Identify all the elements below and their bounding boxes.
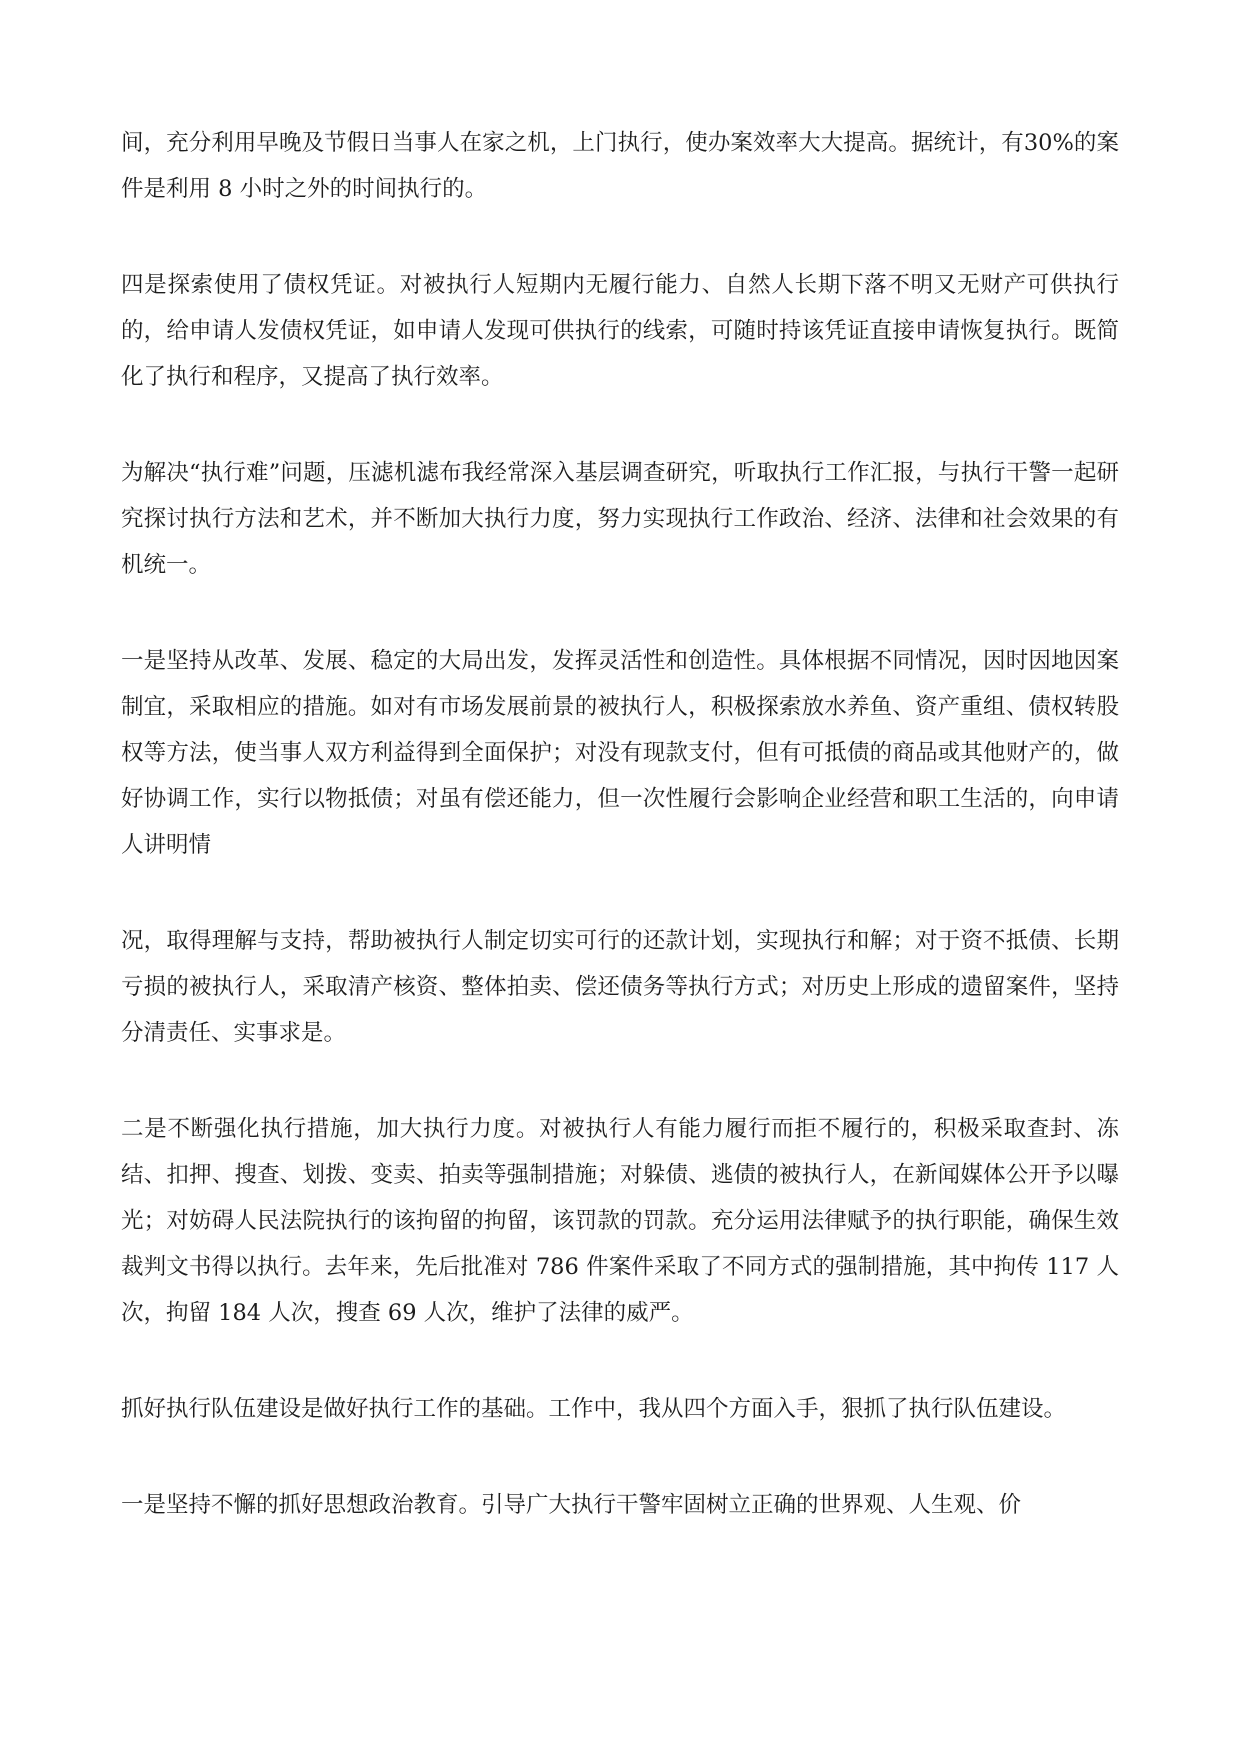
paragraph-3: 为解决“执行难”问题，压滤机滤布我经常深入基层调查研究，听取执行工作汇报，与执行干警一起研究探讨执行方法和艺术，并不断加大执行力度，努力实现执行工作政治、经济、法律和社会效果的有机统一。: [121, 460, 1119, 578]
paragraph-2: 四是探索使用了债权凭证。对被执行人短期内无履行能力、自然人长期下落不明又无财产可供执行的，给申请人发债权凭证，如申请人发现可供执行的线索，可随时持该凭证直接申请恢复执行。既简化了执行和程序，又提高了执行效率。: [121, 272, 1119, 390]
paragraph-4: 一是坚持从改革、发展、稳定的大局出发，发挥灵活性和创造性。具体根据不同情况，因时因地因案制宜，采取相应的措施。如对有市场发展前景的被执行人，积极探索放水养鱼、资产重组、债权转股权等方法，使当事人双方利益得到全面保护；对没有现款支付，但有可抵债的商品或其他财产的，做好协调工作，实行以物抵债；对虽有偿还能力，但一次性履行会影响企业经营和职工生活的，向申请人讲明情: [121, 648, 1119, 858]
paragraph-5: 况，取得理解与支持，帮助被执行人制定切实可行的还款计划，实现执行和解；对于资不抵债、长期亏损的被执行人，采取清产核资、整体拍卖、偿还债务等执行方式；对历史上形成的遗留案件，坚持分清责任、实事求是。: [121, 928, 1119, 1046]
paragraph-1: 间，充分利用早晚及节假日当事人在家之机，上门执行，使办案效率大大提高。据统计，有30%的案件是利用 8 小时之外的时间执行的。: [121, 130, 1119, 202]
paragraph-7: 抓好执行队伍建设是做好执行工作的基础。工作中，我从四个方面入手，狠抓了执行队伍建设。: [121, 1396, 1067, 1422]
paragraph-6: 二是不断强化执行措施，加大执行力度。对被执行人有能力履行而拒不履行的，积极采取查封、冻结、扣押、搜查、划拨、变卖、拍卖等强制措施；对躲债、逃债的被执行人，在新闻媒体公开予以曝光；对妨碍人民法院执行的该拘留的拘留，该罚款的罚款。充分运用法律赋予的执行职能，确保生效裁判文书得以执行。去年来，先后批准对 786 件案件采取了不同方式的强制措施，其中拘传 117 人次，拘留 184 人次，搜查 69 人次，维护了法律的威严。: [121, 1116, 1119, 1326]
paragraph-8: 一是坚持不懈的抓好思想政治教育。引导广大执行干警牢固树立正确的世界观、人生观、价: [121, 1492, 1022, 1518]
document-body: [121, 120, 1119, 1578]
